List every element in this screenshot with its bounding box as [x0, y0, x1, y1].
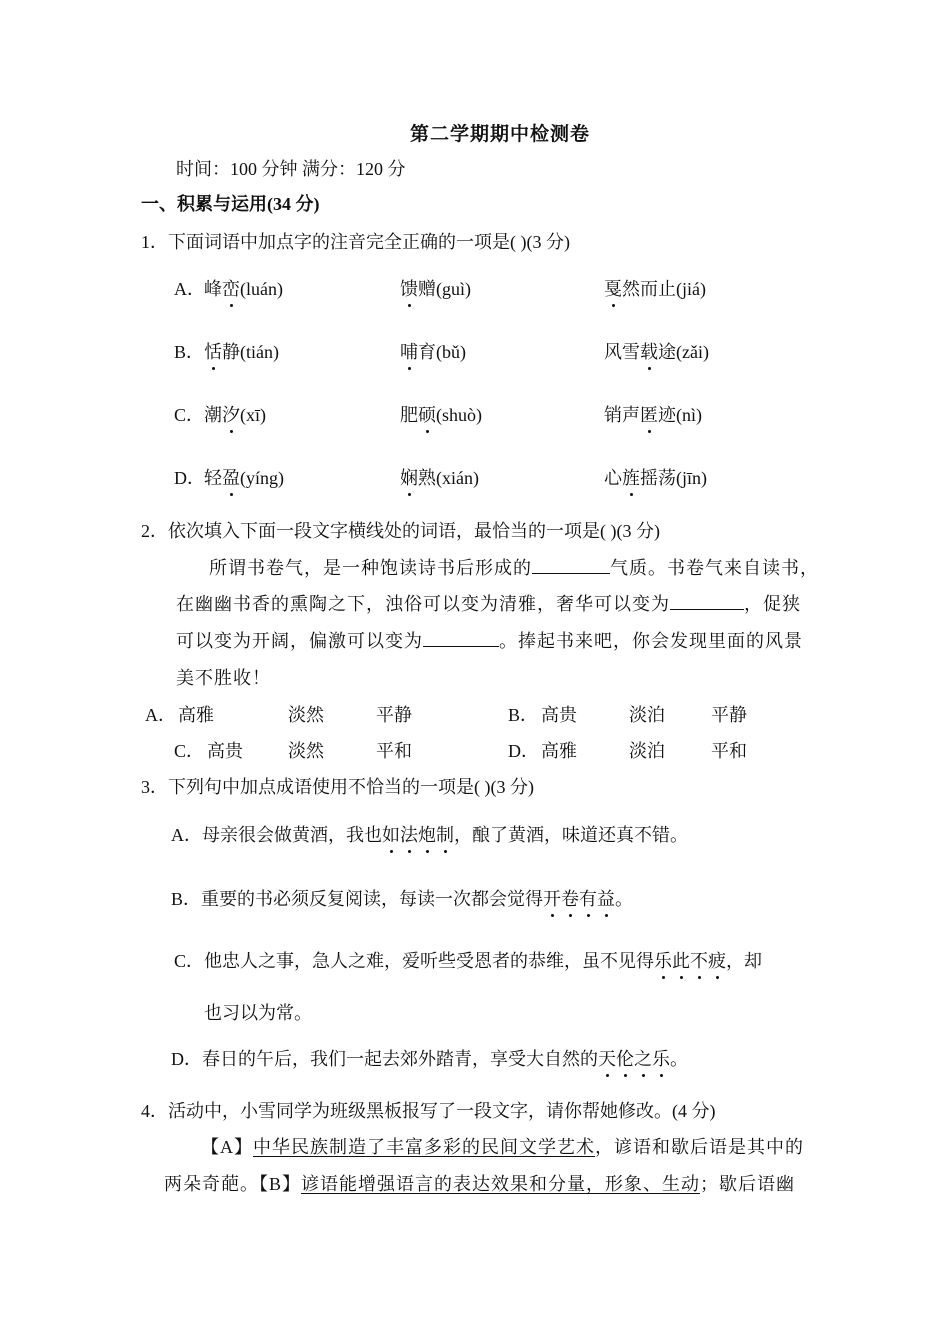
dotted-character: 益 — [597, 885, 615, 911]
dotted-character: 哺 — [400, 338, 418, 364]
sentence-marker-b: 【B】 — [259, 1174, 302, 1194]
pinyin-item — [604, 338, 709, 364]
option-word-2: 淡然 — [288, 741, 324, 761]
q4-passage-line-1 — [201, 1133, 804, 1159]
item-text: 迹(nì) — [658, 405, 702, 425]
section-heading: 一、积累与运用(34 分) — [141, 194, 320, 214]
dotted-idiom — [654, 951, 726, 971]
exam-meta: 时间：100 分钟 满分：120 分 — [176, 159, 406, 179]
option-word-2: 淡泊 — [629, 705, 665, 725]
dotted-character: 乐 — [652, 1045, 670, 1071]
option-text: C．他忠人之事，急人之难，爱听些受恩者的恭维，虽不见得 — [174, 951, 655, 971]
dotted-character: 峦 — [222, 275, 240, 301]
item-text: 销声 — [604, 405, 640, 425]
q4-passage-line-2 — [164, 1170, 795, 1196]
item-text: 摇荡(jīn) — [640, 468, 707, 488]
option-word-1: 高贵 — [207, 741, 243, 761]
option-text: ，酿了黄酒，味道还真不错。 — [454, 825, 688, 845]
item-text: 熟(xián) — [418, 468, 479, 488]
option-label[interactable]: B． — [174, 342, 205, 362]
dotted-character: 硕 — [418, 401, 436, 427]
page-title: 第二学期期中检测卷 — [410, 124, 591, 145]
question-1-stem: 1．下面词语中加点字的注音完全正确的一项是( )(3 分) — [141, 232, 570, 252]
dotted-idiom — [382, 825, 454, 845]
pinyin-item — [204, 464, 284, 490]
dotted-character: 有 — [579, 885, 597, 911]
item-text: (luán) — [240, 279, 283, 299]
pinyin-item — [204, 338, 279, 364]
pinyin-item — [400, 401, 482, 427]
dotted-character: 卷 — [561, 885, 579, 911]
passage-line-4: 美不胜收！ — [176, 668, 271, 688]
q3-option-a[interactable] — [171, 821, 688, 847]
passage-text: 两朵奇葩。 — [164, 1174, 259, 1194]
pinyin-item — [400, 464, 479, 490]
option-word-2: 淡然 — [288, 705, 324, 725]
pinyin-item — [400, 275, 471, 301]
option-label[interactable]: C． — [174, 405, 205, 425]
dotted-character: 如 — [382, 821, 400, 847]
dotted-character: 乐 — [654, 947, 672, 973]
q3-option-b[interactable] — [171, 885, 633, 911]
dotted-character: 载 — [640, 338, 658, 364]
dotted-idiom — [543, 889, 615, 909]
passage-text: 所谓书卷气，是一种饱读诗书后形成的 — [209, 558, 532, 578]
underlined-sentence-b: 谚语能增强语言的表达效果和分量，形象、生动 — [301, 1174, 701, 1194]
item-text: (shuò) — [436, 405, 482, 425]
fill-blank-3[interactable] — [423, 632, 499, 647]
dotted-character: 匿 — [640, 401, 658, 427]
dotted-character: 法 — [400, 821, 418, 847]
dotted-character: 疲 — [708, 947, 726, 973]
dotted-character: 不 — [690, 947, 708, 973]
option-label[interactable]: D． — [508, 741, 539, 761]
dotted-character: 戛 — [604, 275, 622, 301]
option-word-3: 平和 — [711, 741, 747, 761]
option-word-1: 高雅 — [178, 705, 214, 725]
option-text: D．春日的午后，我们一起去郊外踏青，享受大自然的 — [171, 1049, 598, 1069]
q3-option-d[interactable] — [171, 1045, 688, 1071]
option-text: B．重要的书必须反复阅读，每读一次都会觉得 — [171, 889, 544, 909]
passage-text: 。捧起书来吧，你会发现里面的风景 — [499, 631, 803, 651]
passage-text: ；歇后语幽 — [700, 1174, 796, 1194]
fill-blank-2[interactable] — [670, 595, 744, 610]
q3-option-c[interactable] — [174, 947, 762, 973]
pinyin-item — [604, 464, 707, 490]
dotted-character: 制 — [436, 821, 454, 847]
dotted-character: 恬 — [204, 338, 222, 364]
option-label[interactable]: C． — [174, 741, 205, 761]
item-text: (yíng) — [240, 468, 284, 488]
fill-blank-1[interactable] — [532, 559, 610, 574]
passage-line-2 — [176, 590, 801, 616]
dotted-idiom — [598, 1049, 670, 1069]
item-text: 途(zǎi) — [658, 342, 709, 362]
option-word-3: 平静 — [711, 705, 747, 725]
item-text: 赠(guì) — [418, 279, 471, 299]
passage-text: 可以变为开阔，偏激可以变为 — [176, 631, 423, 651]
option-word-3: 平静 — [376, 705, 412, 725]
option-word-3: 平和 — [376, 741, 412, 761]
pinyin-item — [604, 275, 706, 301]
pinyin-item — [204, 401, 266, 427]
dotted-character: 盈 — [222, 464, 240, 490]
option-word-1: 高贵 — [541, 705, 577, 725]
option-label[interactable]: A． — [145, 705, 176, 725]
item-text: 然而止(jiá) — [622, 279, 706, 299]
pinyin-item — [204, 275, 283, 301]
item-text: 峰 — [204, 279, 222, 299]
option-word-1: 高雅 — [541, 741, 577, 761]
passage-text: ，谚语和歇后语是其中的 — [595, 1137, 804, 1157]
option-text: 。 — [670, 1049, 688, 1069]
passage-text: 在幽幽书香的熏陶之下，浊俗可以变为清雅，奢华可以变为 — [176, 594, 670, 614]
item-text: (xī) — [240, 405, 266, 425]
dotted-character: 开 — [543, 885, 561, 911]
dotted-character: 炮 — [418, 821, 436, 847]
dotted-character: 汐 — [222, 401, 240, 427]
passage-line-1 — [209, 554, 819, 580]
item-text: 潮 — [204, 405, 222, 425]
passage-line-3 — [176, 627, 803, 653]
dotted-character: 天 — [598, 1045, 616, 1071]
question-4-stem: 4．活动中，小雪同学为班级黑板报写了一段文字，请你帮她修改。(4 分) — [141, 1101, 716, 1121]
dotted-character: 旌 — [622, 464, 640, 490]
item-text: 育(bǔ) — [418, 342, 466, 362]
pinyin-item — [604, 401, 702, 427]
item-text: 心 — [604, 468, 622, 488]
dotted-character: 之 — [634, 1045, 652, 1071]
question-3-stem: 3．下列句中加点成语使用不恰当的一项是( )(3 分) — [141, 777, 534, 797]
q3-option-c-continued: 也习以为常。 — [204, 1003, 312, 1023]
passage-text: ，促狭 — [744, 594, 801, 614]
option-word-2: 淡泊 — [629, 741, 665, 761]
option-label[interactable]: D． — [174, 468, 205, 488]
pinyin-item — [400, 338, 466, 364]
option-text: ，却 — [726, 951, 763, 971]
option-label[interactable]: B． — [508, 705, 539, 725]
dotted-character: 伦 — [616, 1045, 634, 1071]
dotted-character: 娴 — [400, 464, 418, 490]
question-2-stem: 2．依次填入下面一段文字横线处的词语，最恰当的一项是( )(3 分) — [141, 521, 660, 541]
item-text: 静(tián) — [222, 342, 279, 362]
item-text: 风雪 — [604, 342, 640, 362]
option-text: A．母亲很会做黄酒，我也 — [171, 825, 382, 845]
item-text: 肥 — [400, 405, 418, 425]
item-text: 轻 — [204, 468, 222, 488]
dotted-character: 馈 — [400, 275, 418, 301]
sentence-marker-a: 【A】 — [201, 1137, 253, 1157]
underlined-sentence-a: 中华民族制造了丰富多彩的民间文学艺术 — [253, 1137, 595, 1157]
passage-text: 气质。书卷气来自读书， — [610, 558, 819, 578]
option-label[interactable]: A． — [174, 279, 205, 299]
dotted-character: 此 — [672, 947, 690, 973]
option-text: 。 — [615, 889, 634, 909]
